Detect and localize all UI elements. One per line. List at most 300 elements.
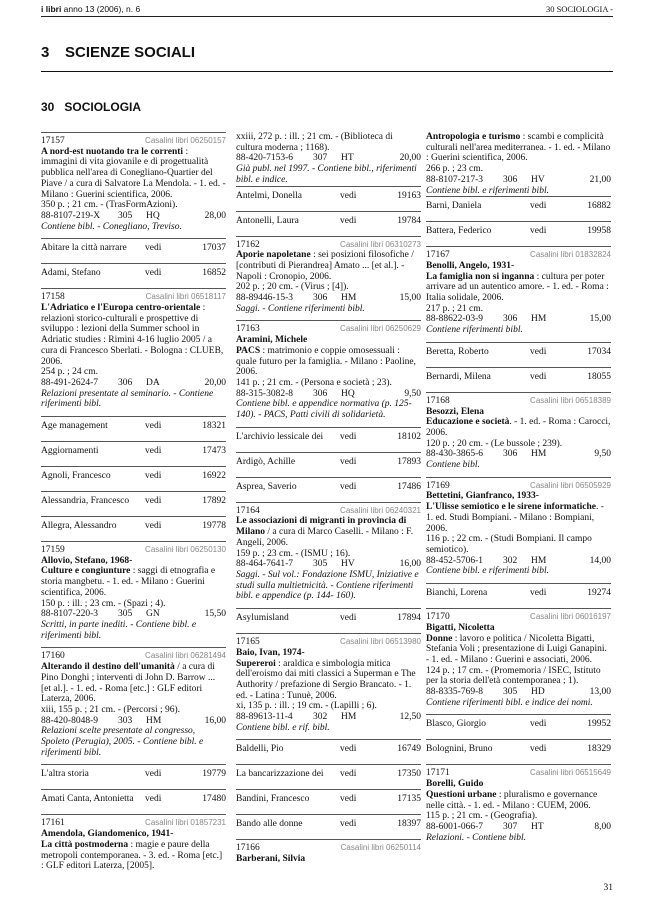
entry-description: [41, 840, 226, 872]
entry-source: Casalini libri 06518389: [530, 395, 611, 405]
see-reference-row[interactable]: [236, 427, 421, 446]
entry-publication: : sei posizioni filosofiche / [contributi di Pierandrea] Amato ... [et al.]. - Napoli : Cronopio, 2006.: [236, 250, 414, 282]
chapter-title: SCIENZE SOCIALI: [65, 44, 196, 61]
catalog-entry: [426, 392, 611, 471]
entry-isbn: 88-430-3865-6: [426, 449, 483, 460]
entry-price: 9,50: [404, 388, 421, 399]
reference-name: Bandini, Francesco: [236, 794, 310, 805]
reference-see: vedi: [530, 719, 547, 730]
entry-publication: / a cura di Marco Caselli. - Milano : F. Angeli, 2006.: [236, 527, 414, 548]
entry-physical: 124 p. ; 17 cm. - (Promemoria / ISEC, Istituto per la storia dell'età contemporanea ; 1).: [426, 665, 601, 687]
entry-header: [236, 324, 421, 335]
entry-class: 305: [118, 210, 133, 221]
entry-class: 305: [313, 559, 328, 570]
entry-code: DA: [146, 377, 160, 388]
reference-number: 17135: [397, 794, 421, 805]
entry-isbn-row: [426, 314, 611, 325]
entry-physical: 202 p. ; 20 cm. - (Virus ; [4]).: [236, 282, 349, 293]
entry-source: Casalini libri 06250629: [340, 324, 421, 334]
entry-description: [41, 147, 226, 201]
entry-code: HM: [531, 314, 547, 325]
journal-title: i libri: [41, 4, 62, 14]
entry-price: 15,50: [204, 609, 226, 620]
entry-notes: Relazioni presentate al seminario. - Contiene riferimenti bibl.: [41, 388, 214, 410]
entry-class: 306: [503, 174, 518, 185]
reference-see: vedi: [145, 446, 162, 457]
reference-see: vedi: [340, 613, 357, 624]
entry-class: 307: [313, 153, 328, 164]
reference-name: Age management: [41, 421, 108, 432]
running-header: [41, 0, 613, 18]
reference-see: vedi: [530, 744, 547, 755]
entry-price: 9,50: [594, 449, 611, 460]
entry-description: [426, 502, 611, 534]
chapter-number: 3: [41, 44, 50, 61]
section-number: 30: [41, 100, 55, 114]
reference-see: vedi: [340, 744, 357, 755]
entry-number: 17160: [41, 651, 65, 662]
entry-physical: 120 p. ; 20 cm. - (Le bussole ; 239).: [426, 438, 563, 449]
entry-description: [426, 417, 611, 438]
entry-code: HM: [531, 449, 547, 460]
entry-class: 306: [503, 449, 518, 460]
entry-notes: Saggi. - Sul vol.: Fondazione ISMU, Iniziative e studi sulla multietnicità. - Contiene riferimenti bibl. e appendice (p. 144- 160).: [236, 569, 419, 602]
reference-see: vedi: [530, 588, 547, 599]
entry-isbn-row: [426, 822, 611, 833]
reference-number: 18055: [587, 371, 611, 382]
entry-publication: : pluralismo e governance nelle città. - 1. ed. - Milano : CUEM, 2006.: [426, 789, 598, 811]
entry-notes: Già publ. nel 1997. - Contiene bibl., riferimenti bibl. e indice.: [236, 164, 417, 185]
reference-number: 17480: [202, 794, 226, 805]
entry-publication: . - 1. ed. Studi Bompiani. - Milano : Bompiani, 2006.: [426, 502, 604, 534]
reference-name: Bolognini, Bruno: [426, 744, 493, 755]
entry-notes: Contiene bibl. e appendice normativa (p. 125-140). - PACS, Patti civili di solidarietà.: [236, 399, 412, 421]
catalog-entry: [236, 320, 421, 420]
reference-see: vedi: [340, 431, 357, 442]
reference-number: 17892: [202, 496, 226, 507]
entry-publication: xxiii, 272 p. : ill. ; 21 cm. - (Biblioteca di cultura moderna ; 1168).: [236, 132, 393, 153]
entry-notes: Scritti, in parte inediti. - Contiene bibl. e riferimenti bibl.: [41, 619, 197, 641]
entry-publication: : matrimonio e coppie omosessuali : quale futuro per la famiglia. - Milano : Paoline, 2006.: [236, 345, 416, 378]
entry-isbn-row: [426, 556, 611, 567]
reference-see: vedi: [145, 521, 162, 532]
reference-see: vedi: [340, 215, 357, 226]
see-reference-row[interactable]: [236, 477, 421, 496]
entry-physical: 254 p. ; 24 cm.: [41, 367, 98, 378]
reference-name: Aggiornamenti: [41, 446, 99, 457]
entry-price: 15,00: [589, 314, 611, 325]
journal-info: [41, 4, 140, 14]
entry-isbn: 88-8335-769-8: [426, 687, 483, 698]
entry-header: [426, 768, 611, 779]
entry-code: HV: [531, 174, 545, 185]
reference-see: vedi: [530, 346, 547, 357]
entry-author: Besozzi, Elena: [426, 406, 485, 417]
entry-code: HM: [341, 293, 357, 304]
entry-publication: : magie e paure della metropoli contemporanea. - 3. ed. - Roma [etc.] : GLF editori Laterza, [2005].: [41, 839, 223, 872]
reference-number: 16922: [202, 471, 226, 482]
see-reference-row[interactable]: [236, 814, 421, 833]
entry-title: Educazione e società: [426, 417, 510, 428]
catalog-entry: [41, 288, 226, 410]
entry-code: HM: [146, 715, 162, 726]
reference-name: Alessandria, Francesco: [41, 496, 130, 507]
entry-class: 306: [313, 388, 328, 399]
entry-number: 17168: [426, 395, 450, 406]
journal-issue: anno 13 (2006), n. 6: [61, 4, 141, 14]
entry-author: Bettetini, Gianfranco, 1933-: [426, 491, 539, 502]
entry-source: Casalini libri 06250130: [145, 545, 226, 555]
entry-isbn: 88-420-8048-9: [41, 715, 98, 726]
entry-physical: 116 p. ; 22 cm. - (Studi Bompiani. Il campo semiotico).: [426, 534, 592, 555]
see-reference-row[interactable]: [41, 441, 226, 460]
entry-title: Donne: [426, 633, 453, 644]
reference-see: vedi: [145, 496, 162, 507]
entry-isbn-row: [236, 712, 421, 723]
catalog-entry: [41, 541, 226, 641]
entry-header: [426, 481, 611, 492]
entry-source: Casalini libri 01857231: [145, 818, 226, 828]
reference-name: Adami, Stefano: [41, 268, 101, 279]
entry-publication: : saggi di etnografia e storia mangbetu. - 1. ed. - Milano : Guerini scientifica, 2006.: [41, 566, 216, 598]
reference-number: 16852: [202, 268, 226, 279]
see-reference-row[interactable]: [41, 491, 226, 510]
entry-isbn: 88-8107-220-3: [41, 609, 98, 620]
reference-see: vedi: [340, 481, 357, 492]
entry-physical: 159 p. ; 23 cm. - (ISMU ; 16).: [236, 548, 351, 559]
entry-isbn-row: [236, 293, 421, 304]
catalog-entry: [41, 132, 226, 232]
entry-author: Barberani, Silvia: [236, 854, 306, 865]
entry-notes: Saggi. - Contiene riferimenti bibl.: [236, 303, 365, 314]
entry-notes: Contiene bibl. e riferimenti bibl.: [426, 566, 549, 577]
entry-notes: Contiene bibl. e rif. bibl.: [236, 722, 330, 733]
entry-description: [236, 516, 421, 548]
catalog-entry-continued: [236, 132, 421, 186]
reference-number: 17486: [397, 481, 421, 492]
entry-class: 302: [313, 712, 328, 723]
entry-title: Antropologia e turismo: [426, 132, 521, 142]
entry-title: Alterando il destino dell'umanità: [41, 662, 175, 673]
reference-number: 17034: [587, 346, 611, 357]
entry-number: 17158: [41, 292, 65, 303]
entry-header: [236, 843, 421, 854]
entry-class: 305: [503, 687, 518, 698]
entry-isbn: 88-315-3082-8: [236, 388, 293, 399]
reference-see: vedi: [340, 794, 357, 805]
entry-title: PACS: [236, 345, 261, 356]
reference-number: 19779: [202, 769, 226, 780]
see-reference-row[interactable]: [426, 583, 611, 602]
entry-code: HV: [341, 559, 355, 570]
entry-isbn: 88-89613-11-4: [236, 712, 293, 723]
entry-number: 17165: [236, 637, 260, 648]
entry-isbn: 88-8107-217-3: [426, 174, 483, 185]
reference-number: 19274: [587, 588, 611, 599]
entry-price: 21,00: [589, 174, 611, 185]
reference-see: vedi: [340, 769, 357, 780]
see-reference-row[interactable]: [41, 238, 226, 257]
entry-author: Aramini, Michele: [236, 335, 308, 346]
reference-name: L'altra storia: [41, 769, 89, 780]
reference-number: 17894: [397, 613, 421, 624]
entry-description: [41, 303, 226, 367]
entry-isbn-row: [236, 153, 421, 164]
entry-class: 303: [118, 715, 133, 726]
entry-title: Aporie napoletane: [236, 250, 311, 261]
entry-number: 17157: [41, 136, 65, 146]
see-reference-row[interactable]: [426, 342, 611, 361]
entry-isbn-row: [426, 449, 611, 460]
entry-header: [426, 612, 611, 623]
entry-isbn-row: [426, 687, 611, 698]
entry-price: 20,00: [399, 153, 421, 164]
entry-description: [426, 272, 611, 304]
see-reference-row[interactable]: [41, 789, 226, 808]
entry-source: Casalini libri 06513980: [340, 637, 421, 647]
entry-source: Casalini libri 06505929: [530, 480, 611, 490]
entry-header: [41, 818, 226, 829]
see-reference-row[interactable]: [236, 211, 421, 230]
catalog-entry: [426, 764, 611, 843]
entry-description: [236, 132, 421, 153]
reference-name: Blasco, Giorgio: [426, 719, 486, 730]
reference-number: 17350: [397, 769, 421, 780]
entry-source: Casalini libri 06281494: [145, 651, 226, 661]
entry-price: 28,00: [204, 210, 226, 221]
entry-code: HM: [531, 555, 547, 566]
see-reference-row[interactable]: [236, 608, 421, 627]
entry-isbn-row: [41, 609, 226, 620]
entry-author: Amendola, Giandomenico, 1941-: [41, 829, 174, 840]
entry-isbn-row: [426, 175, 611, 186]
entry-source: Casalini libri 06310273: [340, 239, 421, 249]
entry-physical: xiii, 155 p. ; 21 cm. - (Percorsi ; 96).: [41, 704, 181, 715]
entry-notes: Contiene riferimenti bibl. e indice dei nomi.: [426, 697, 593, 708]
see-reference-row[interactable]: [236, 186, 421, 205]
column-3: [426, 132, 611, 849]
see-reference-row[interactable]: [426, 714, 611, 733]
reference-number: 17893: [397, 456, 421, 467]
reference-name: Abitare la città narrare: [41, 243, 127, 254]
reference-number: 19784: [397, 215, 421, 226]
entry-notes: Relazioni scelte presentate al congresso, Spoleto (Perugia), 2005. - Contiene bibl. e riferimenti bibl.: [41, 726, 204, 758]
entry-title: Culture e congiunture: [41, 566, 131, 577]
see-reference-row[interactable]: [41, 416, 226, 435]
section-title: SOCIOLOGIA: [64, 100, 142, 114]
entry-isbn: 88-420-7153-6: [236, 153, 293, 164]
entry-publication: : immagini di vita giovanile e di progettualità pubblica nell'area di Conegliano-Quartier del Piave / a cura di Salvatore La Mendola. - 1. ed. - Milano : Guerini scientifica, 2006.: [41, 146, 226, 200]
entry-source: Casalini libri 06250114: [340, 843, 421, 853]
entry-author: Allovio, Stefano, 1968-: [41, 555, 133, 566]
reference-see: vedi: [530, 201, 547, 212]
entry-isbn: 88-464-7641-7: [236, 559, 293, 570]
entry-header: [236, 637, 421, 648]
entry-number: 17167: [426, 250, 450, 261]
entry-title: Questioni urbane: [426, 789, 497, 800]
entry-description: [426, 634, 611, 666]
reference-see: vedi: [145, 769, 162, 780]
reference-name: Antelmi, Donella: [236, 190, 302, 201]
entry-code: GN: [146, 609, 160, 620]
reference-number: 17473: [202, 446, 226, 457]
entry-price: 14,00: [589, 555, 611, 566]
reference-name: Baldelli, Pio: [236, 744, 284, 755]
entry-isbn: 88-491-2624-7: [41, 377, 98, 388]
see-reference-row[interactable]: [236, 739, 421, 758]
catalog-entry: [236, 502, 421, 602]
reference-name: Agnoli, Francesco: [41, 471, 111, 482]
see-reference-row[interactable]: [426, 196, 611, 215]
see-reference-row[interactable]: [41, 516, 226, 535]
entry-number: 17171: [426, 768, 450, 779]
entry-number: 17166: [236, 843, 260, 854]
entry-isbn: 88-89446-15-3: [236, 293, 293, 304]
see-reference-row[interactable]: [426, 739, 611, 758]
entry-number: 17163: [236, 324, 260, 335]
entry-title: Supereroi: [236, 658, 276, 669]
entry-publication: : araldica e simbologia mitica dell'eroismo dai miti classici a Superman e The Authority / prefazione di Sergio Brancato. - 1. ed. - Latina : Tunuè, 2006.: [236, 658, 416, 701]
reference-see: vedi: [145, 421, 162, 432]
entry-isbn: 88-6001-066-7: [426, 821, 483, 832]
entry-header: [41, 136, 226, 147]
header-rule: [41, 16, 613, 17]
reference-see: vedi: [145, 268, 162, 279]
entry-physical: 217 p. ; 21 cm.: [426, 303, 483, 314]
entry-source: Casalini libri 06515649: [530, 768, 611, 778]
entry-physical: 350 p. ; 21 cm. - (TrasFormAzioni).: [41, 200, 178, 211]
reference-see: vedi: [340, 456, 357, 467]
entry-code: HD: [531, 687, 545, 698]
entry-description: [41, 566, 226, 598]
reference-name: Barni, Daniela: [426, 201, 482, 212]
entry-notes: Contiene bibl.: [426, 460, 480, 471]
reference-see: vedi: [145, 471, 162, 482]
entry-author: Benolli, Angelo, 1931-: [426, 260, 515, 271]
reference-number: 18102: [397, 431, 421, 442]
entry-source: Casalini libri 01832824: [530, 250, 611, 260]
reference-name: Asprea, Saverio: [236, 481, 297, 492]
reference-see: vedi: [145, 794, 162, 805]
reference-name: Bando alle donne: [236, 819, 303, 830]
reference-name: Antonelli, Laura: [236, 215, 299, 226]
entry-number: 17170: [426, 612, 450, 623]
entry-publication: : scambi e complicità culturali nell'area mediterranea. - 1. ed. - Milano : Guerini scientifica, 2006.: [426, 132, 611, 164]
entry-code: HQ: [341, 388, 355, 399]
reference-number: 18397: [397, 819, 421, 830]
entry-number: 17161: [41, 818, 65, 829]
entry-class: 302: [503, 555, 518, 566]
entry-code: HQ: [146, 210, 160, 221]
entry-notes: Contiene riferimenti bibl.: [426, 325, 523, 336]
entry-author: Bigatti, Nicoletta: [426, 622, 495, 633]
entry-isbn-row: [236, 559, 421, 570]
entry-price: 15,00: [399, 293, 421, 304]
entry-code: HT: [341, 153, 354, 164]
see-reference-row[interactable]: [236, 764, 421, 783]
entry-source: Casalini libri 06240321: [340, 505, 421, 515]
catalog-entry: [236, 839, 421, 864]
reference-number: 16749: [397, 744, 421, 755]
catalog-entry: [236, 236, 421, 315]
entry-description: [426, 790, 611, 811]
catalog-entry: [426, 608, 611, 708]
entry-physical: xi, 135 p. : ill. ; 19 cm. - (Lapilli ; 6).: [236, 701, 377, 712]
entry-source: Casalini libri 06518117: [145, 292, 226, 302]
entry-price: 16,00: [399, 559, 421, 570]
see-reference-row[interactable]: [41, 263, 226, 282]
entry-number: 17164: [236, 505, 260, 516]
entry-physical: 150 p. : ill. ; 23 cm. - (Spazi ; 4).: [41, 598, 166, 609]
entry-price: 8,00: [594, 821, 611, 832]
entry-title: La città postmoderna: [41, 839, 129, 850]
catalog-entry: [236, 633, 421, 733]
entry-class: 307: [503, 821, 518, 832]
entry-isbn: 88-88622-03-9: [426, 314, 483, 325]
entry-notes: Contiene bibl. - Conegliano, Treviso.: [41, 221, 182, 232]
entry-physical: 266 p. ; 23 cm.: [426, 164, 483, 175]
catalog-entry: [426, 246, 611, 336]
section-heading: [41, 100, 151, 114]
reference-name: Allegra, Alessandro: [41, 521, 117, 532]
entry-price: 20,00: [204, 377, 226, 388]
entry-isbn-row: [41, 211, 226, 222]
entry-publication: / a cura di Pino Donghi ; interventi di John D. Barrow ... [et al.]. - 1. ed. - Roma [etc.] : GLF editori Laterza, 2006.: [41, 662, 216, 705]
reference-number: 19952: [587, 719, 611, 730]
catalog-entry: [41, 814, 226, 872]
see-reference-row[interactable]: [426, 221, 611, 240]
entry-notes: Contiene bibl. e riferimenti bibl.: [426, 185, 549, 196]
reference-see: vedi: [530, 226, 547, 237]
entry-isbn: 88-452-5706-1: [426, 555, 483, 566]
entry-isbn-row: [236, 389, 421, 400]
reference-name: L'archivio lessicale dei: [236, 431, 324, 442]
entry-publication: : relazioni storico-culturali e prospettive di sviluppo : lezioni della Summer school in Adriatic studies : Rimini 4-16 luglio 2005 / a cura di Francesco Sberlati. - Bologna : CLUEB, 2006.: [41, 303, 224, 367]
column-2: [236, 132, 421, 871]
entry-description: [426, 132, 611, 164]
entry-number: 17162: [236, 239, 260, 250]
reference-number: 18321: [202, 421, 226, 432]
entry-header: [426, 396, 611, 407]
catalog-entry: [426, 477, 611, 577]
reference-name: La bancarizzazione dei: [236, 769, 324, 780]
entry-title: L'Ulisse semiotico e le sirene informatiche: [426, 502, 596, 513]
entry-publication: . - 1. ed. - Roma : Carocci, 2006.: [426, 417, 611, 438]
entry-title: L'Adriatico e l'Europa centro-orientale: [41, 303, 201, 314]
see-reference-row[interactable]: [41, 466, 226, 485]
entry-code: HM: [341, 712, 357, 723]
entry-isbn-row: [41, 378, 226, 389]
entry-isbn-row: [41, 716, 226, 727]
reference-number: 19163: [397, 190, 421, 201]
see-reference-row[interactable]: [426, 367, 611, 386]
entry-source: Casalini libri 06016197: [530, 612, 611, 622]
entry-description: [236, 346, 421, 378]
see-reference-row[interactable]: [236, 789, 421, 808]
entry-class: 305: [118, 609, 133, 620]
entry-title: La famiglia non si inganna: [426, 271, 535, 282]
reference-name: Battera, Federico: [426, 226, 492, 237]
reference-number: 19958: [587, 226, 611, 237]
reference-number: 19778: [202, 521, 226, 532]
see-reference-row[interactable]: [236, 452, 421, 471]
reference-name: Bernardi, Milena: [426, 371, 491, 382]
entry-author: Borelli, Guido: [426, 779, 484, 790]
reference-name: Asylumisland: [236, 613, 289, 624]
entry-price: 16,00: [204, 715, 226, 726]
entry-description: [41, 662, 226, 705]
see-reference-row[interactable]: [41, 764, 226, 783]
